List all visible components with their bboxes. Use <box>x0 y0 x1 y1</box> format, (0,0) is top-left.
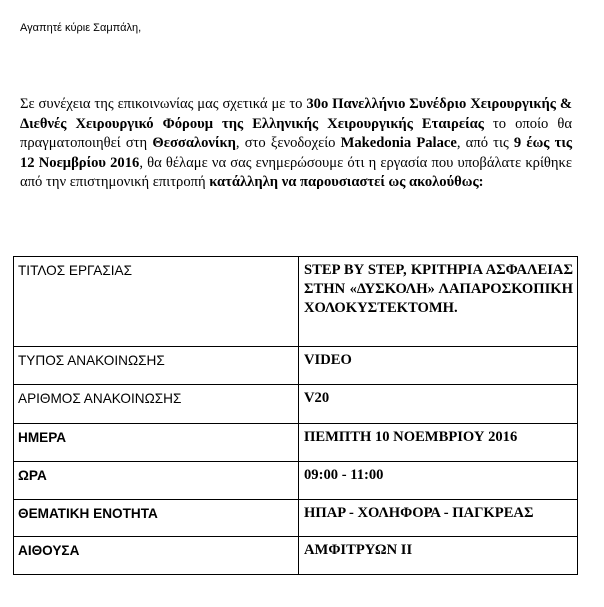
table-row <box>14 500 578 537</box>
intro-hotel: Makedonia Palace <box>340 135 457 151</box>
label-day: ΗΜΕΡΑ <box>14 424 299 462</box>
value-room: ΑΜΦΙΤΡΥΩΝ ΙΙ <box>299 537 578 575</box>
value-title: STEP BY STEP, ΚΡΙΤΗΡΙΑ ΑΣΦΑΛΕΙΑΣ ΣΤΗΝ «ΔΥΣΚΟΛΗ» ΛΑΠΑΡΟΣΚΟΠΙΚΗ ΧΟΛΟΚΥΣΤΕΚΤΟΜΗ. <box>299 257 578 347</box>
table-row <box>14 424 578 462</box>
label-section: ΘΕΜΑΤΙΚΗ ΕΝΟΤΗΤΑ <box>14 500 299 537</box>
intro-text: , στο ξενοδοχείο <box>235 135 341 151</box>
label-title: ΤΙΤΛΟΣ ΕΡΓΑΣΙΑΣ <box>14 257 299 347</box>
intro-text: , από τις <box>456 135 514 151</box>
intro-text: Σε συνέχεια της επικοινωνίας μας σχετικά με το <box>20 96 307 112</box>
table-row <box>14 462 578 500</box>
table-row <box>14 537 578 575</box>
table-row <box>14 347 578 385</box>
intro-conference-name: 30ο Πανελλήνιο Συνέδριο Χειρουργικής & Διεθνές Χειρουργικό Φόρουμ της Ελληνικής Χειρουργικής Εταιρείας <box>20 96 572 132</box>
label-type: ΤΥΠΟΣ ΑΝΑΚΟΙΝΩΣΗΣ <box>14 347 299 385</box>
intro-paragraph <box>20 95 572 193</box>
label-number: ΑΡΙΘΜΟΣ ΑΝΑΚΟΙΝΩΣΗΣ <box>14 385 299 424</box>
table-row <box>14 257 578 347</box>
value-time: 09:00 - 11:00 <box>299 462 578 500</box>
intro-dates: 9 έως τις 12 Νοεμβρίου 2016 <box>20 135 573 171</box>
label-room: ΑΙΘΟΥΣΑ <box>14 537 299 575</box>
presentation-details-table <box>13 256 578 575</box>
label-time: ΩΡΑ <box>14 462 299 500</box>
intro-text: , θα θέλαμε να σας ενημερώσουμε ότι η εργασία που υποβάλατε κρίθηκε από την επιστημονική επιτροπή <box>20 154 572 190</box>
value-type: VIDEO <box>299 347 578 385</box>
table-row <box>14 385 578 424</box>
greeting: Αγαπητέ κύριε Σαμπάλη, <box>20 22 142 34</box>
intro-text: το οποίο θα πραγματοποιηθεί στη <box>20 115 572 151</box>
intro-city: Θεσσαλονίκη <box>152 135 236 151</box>
intro-decision: κατάλληλη να παρουσιαστεί ως ακολούθως: <box>209 174 484 190</box>
value-section: ΗΠΑΡ - ΧΟΛΗΦΟΡΑ - ΠΑΓΚΡΕΑΣ <box>299 500 578 537</box>
value-day: ΠΕΜΠΤΗ 10 ΝΟΕΜΒΡΙΟΥ 2016 <box>299 424 578 462</box>
value-number: V20 <box>299 385 578 424</box>
